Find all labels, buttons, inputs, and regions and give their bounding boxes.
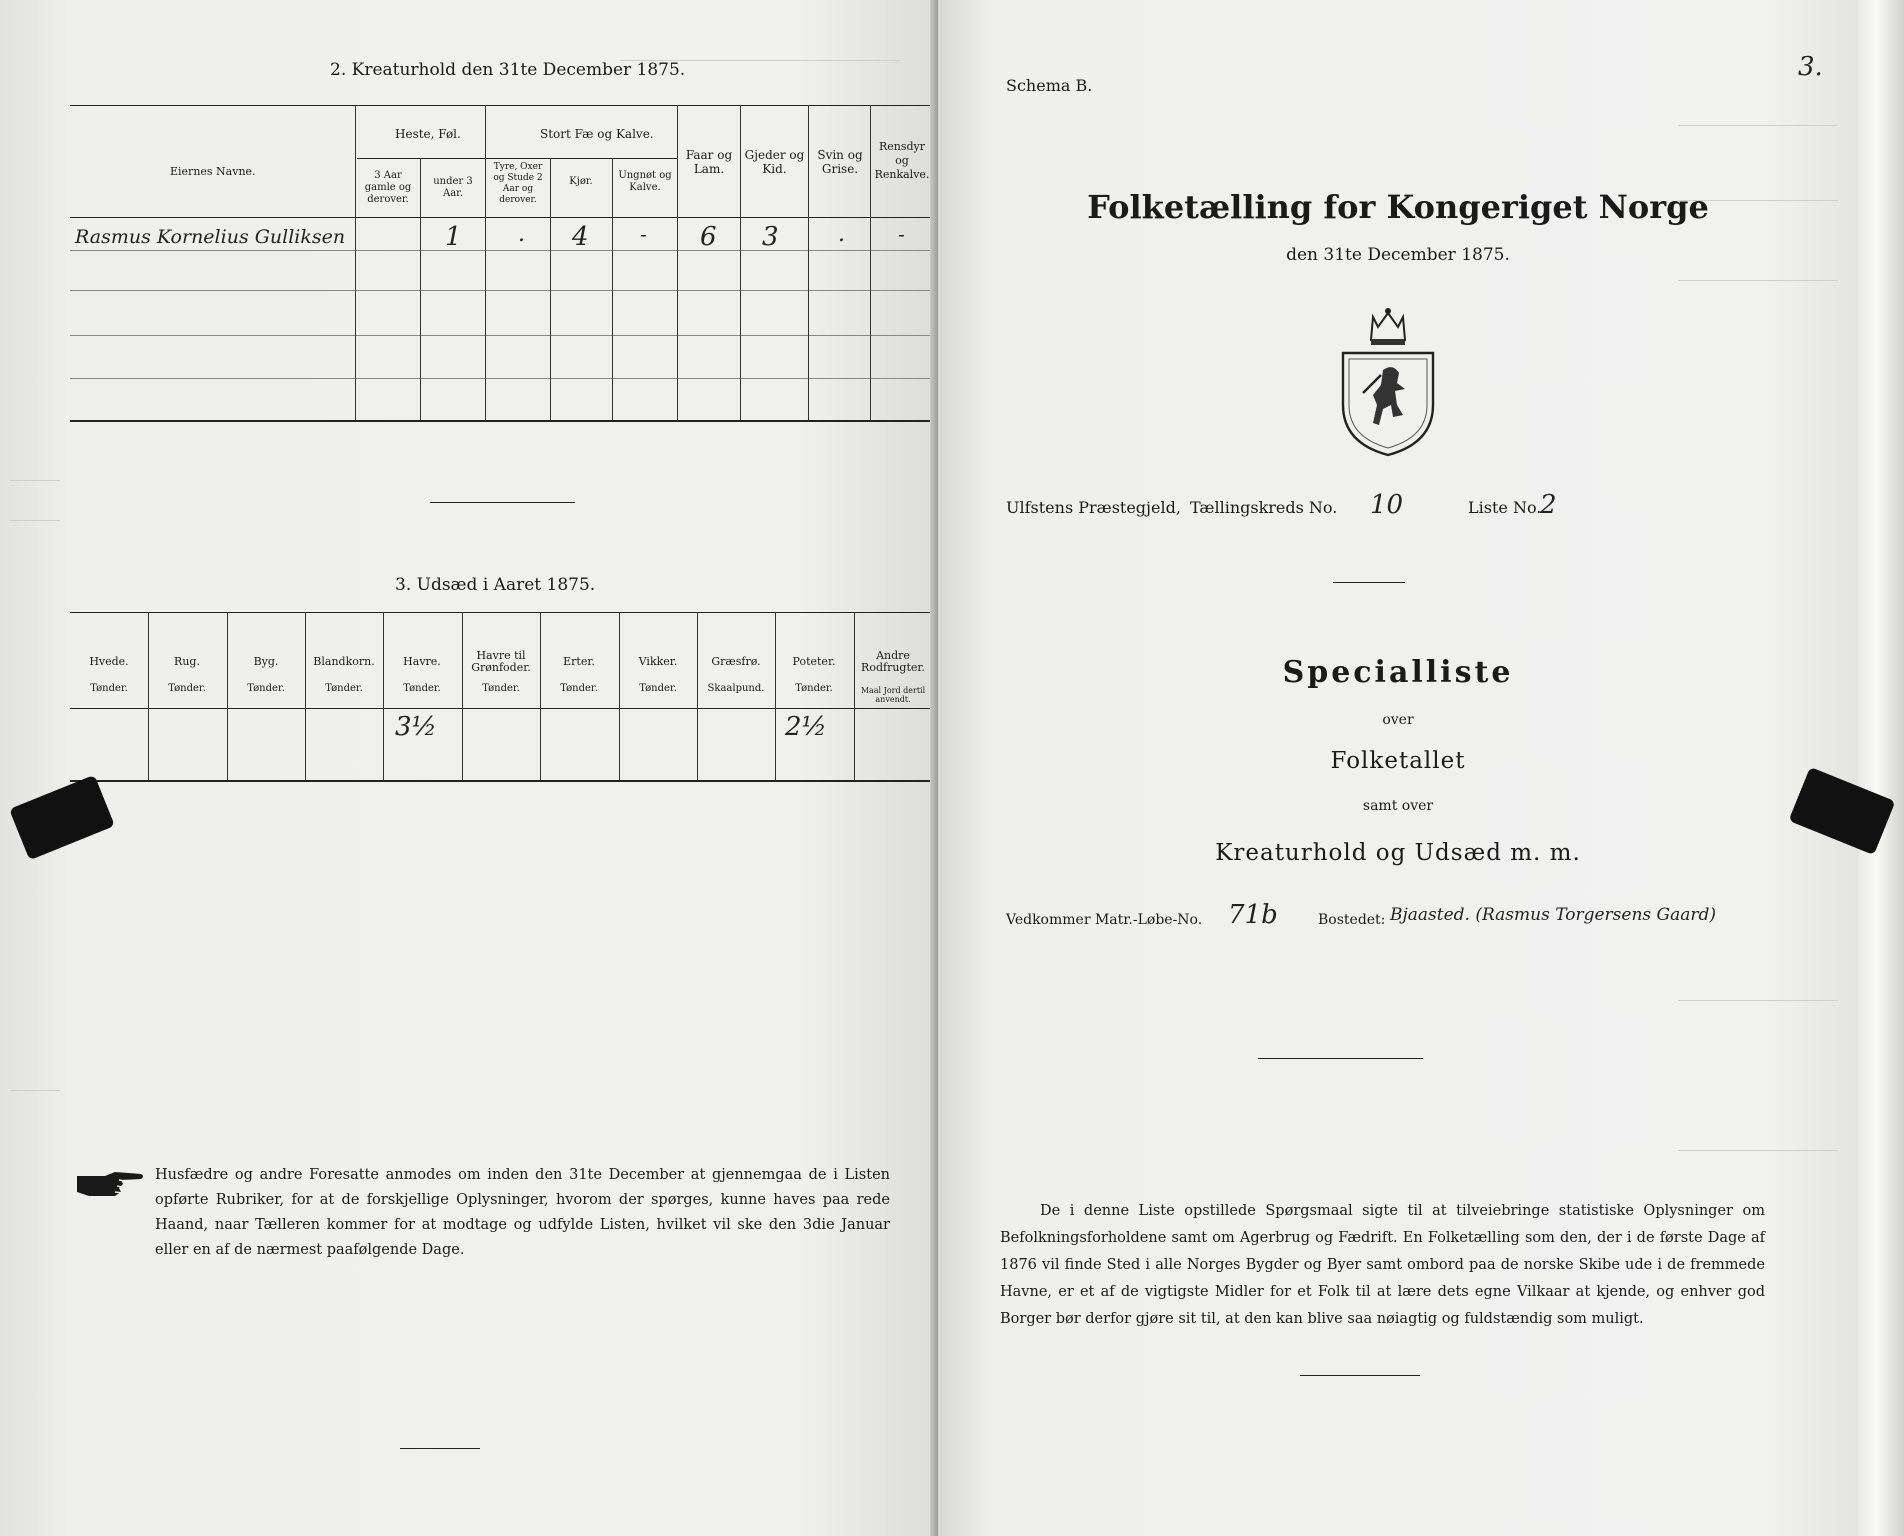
udsaed-unit-1: Tønder. <box>90 683 128 694</box>
census-date: den 31te December 1875. <box>1286 245 1510 265</box>
pointing-hand-icon <box>75 1168 147 1200</box>
header-stort-sub1: Tyre, Oxer og Stude 2 Aar og derover. <box>493 162 543 205</box>
header-heste-sub2: under 3 Aar. <box>433 176 473 199</box>
liste-label: Liste No. <box>1468 498 1542 517</box>
udsaed-unit-7: Tønder. <box>560 683 598 694</box>
gjeder-value: 3 <box>762 222 779 252</box>
udsaed-unit-3: Tønder. <box>247 683 285 694</box>
rensdyr-value: - <box>898 222 905 246</box>
udsaed-unit-2: Tønder. <box>168 683 206 694</box>
matr-label: Vedkommer Matr.-Løbe-No. <box>1006 912 1203 928</box>
header-heste: Heste, Føl. <box>395 127 461 141</box>
udsaed-header-7: Erter. <box>563 655 595 668</box>
heste-under3-value: 1 <box>445 222 462 252</box>
faar-value: 6 <box>700 222 717 252</box>
main-title: Folketælling for Kongeriget Norge <box>1087 188 1709 226</box>
udsaed-header-2: Rug. <box>174 655 200 668</box>
udsaed-unit-8: Tønder. <box>639 683 677 694</box>
header-svin: Svin og Grise. <box>817 148 863 176</box>
samt-over-text: samt over <box>1362 798 1434 814</box>
page-edge <box>1858 0 1904 1536</box>
owner-name: Rasmus Kornelius Gulliksen <box>75 226 346 248</box>
udsaed-header-6: Havre til Grønfoder. <box>471 649 531 674</box>
udsaed-header-4: Blandkorn. <box>313 655 375 668</box>
udsaed-unit-5: Tønder. <box>403 683 441 694</box>
udsaed-header-9: Græsfrø. <box>711 655 761 668</box>
right-page <box>938 0 1858 1536</box>
over-text: over <box>1382 712 1414 728</box>
header-rensdyr: Rensdyr og Renkalve. <box>874 140 930 181</box>
udsaed-unit-11: Maal Jord dertil anvendt. <box>860 686 926 704</box>
header-stort-sub2: Kjør. <box>569 176 593 187</box>
notice-text: Husfædre og andre Foresatte anmodes om inden den 31te December at gjennemgaa de i Listen opførte Rubriker, for at de forskjellige Oplysninger, hvorom der spørges, kunne haves paa rede Haand, naar Tælleren kommer for at modtage og udfylde Listen, hvilket vil ske den 3die Januar eller en af de nærmest paafølgende Dage. <box>155 1167 890 1258</box>
udsaed-header-3: Byg. <box>253 655 279 668</box>
kjor-value: 4 <box>572 222 589 252</box>
ungnot-value: - <box>640 222 647 246</box>
header-faar: Faar og Lam. <box>685 148 733 176</box>
poteter-value: 2½ <box>785 712 827 742</box>
kreds-number: 10 <box>1370 490 1404 520</box>
udsaed-unit-6: Tønder. <box>482 683 520 694</box>
udsaed-header-8: Vikker. <box>638 655 678 668</box>
header-stort-fae: Stort Fæ og Kalve. <box>540 127 654 141</box>
matr-number: 71b <box>1228 900 1278 930</box>
udsaed-header-5: Havre. <box>403 655 441 668</box>
udsaed-unit-9: Skaalpund. <box>707 683 765 694</box>
udsaed-header-1: Hvede. <box>89 655 129 668</box>
udsaed-unit-10: Tønder. <box>795 683 833 694</box>
section2-title: 2. Kreaturhold den 31te December 1875. <box>330 60 686 80</box>
udsaed-unit-4: Tønder. <box>325 683 363 694</box>
norway-coat-of-arms-icon <box>1333 305 1443 460</box>
svin-value: . <box>838 222 845 247</box>
header-gjeder: Gjeder og Kid. <box>744 148 805 176</box>
header-stort-sub3: Ungnøt og Kalve. <box>618 170 672 193</box>
section3-title: 3. Udsæd i Aaret 1875. <box>395 575 596 595</box>
page-number: 3. <box>1798 52 1823 82</box>
kreatur-title: Kreaturhold og Udsæd m. m. <box>1215 840 1581 866</box>
liste-number: 2 <box>1540 490 1557 520</box>
bosted-label: Bostedet: <box>1318 912 1386 928</box>
kreds-label: Tællingskreds No. <box>1190 498 1338 517</box>
left-page <box>0 0 938 1536</box>
schema-label: Schema B. <box>1006 76 1093 95</box>
header-owner: Eiernes Navne. <box>170 165 256 178</box>
footer-text: De i denne Liste opstillede Spørgsmaal sigte til at tilveiebringe statistiske Oplysninger om Befolkningsforholdene samt om Agerbrug og Fædrift. En Folketælling som den, der i de første Dage af 1876 vil finde Sted i alle Norges Bygder og Byer samt ombord paa de norske Skibe ude i de fremmede Havne, er et af de vigtigste Midler for et Folk til at lære dets egne Vilkaar at kjende, og enhver god Borger bør derfor gjøre sit til, at den kan blive saa nøiagtig og fuldstændig som muligt. <box>1000 1203 1765 1327</box>
folketallet: Folketallet <box>1330 748 1466 774</box>
udsaed-header-10: Poteter. <box>792 655 836 668</box>
prestegjeld: Ulfstens Præstegjeld, <box>1006 498 1181 517</box>
udsaed-header-11: Andre Rodfrugter. <box>861 649 925 674</box>
header-heste-sub1: 3 Aar gamle og derover. <box>364 170 412 205</box>
havre-value: 3½ <box>395 712 437 742</box>
bosted-value: Bjaasted. (Rasmus Torgersens Gaard) <box>1390 905 1717 925</box>
stort-dots-value: . <box>518 222 525 247</box>
special-title: Specialliste <box>1282 655 1514 690</box>
